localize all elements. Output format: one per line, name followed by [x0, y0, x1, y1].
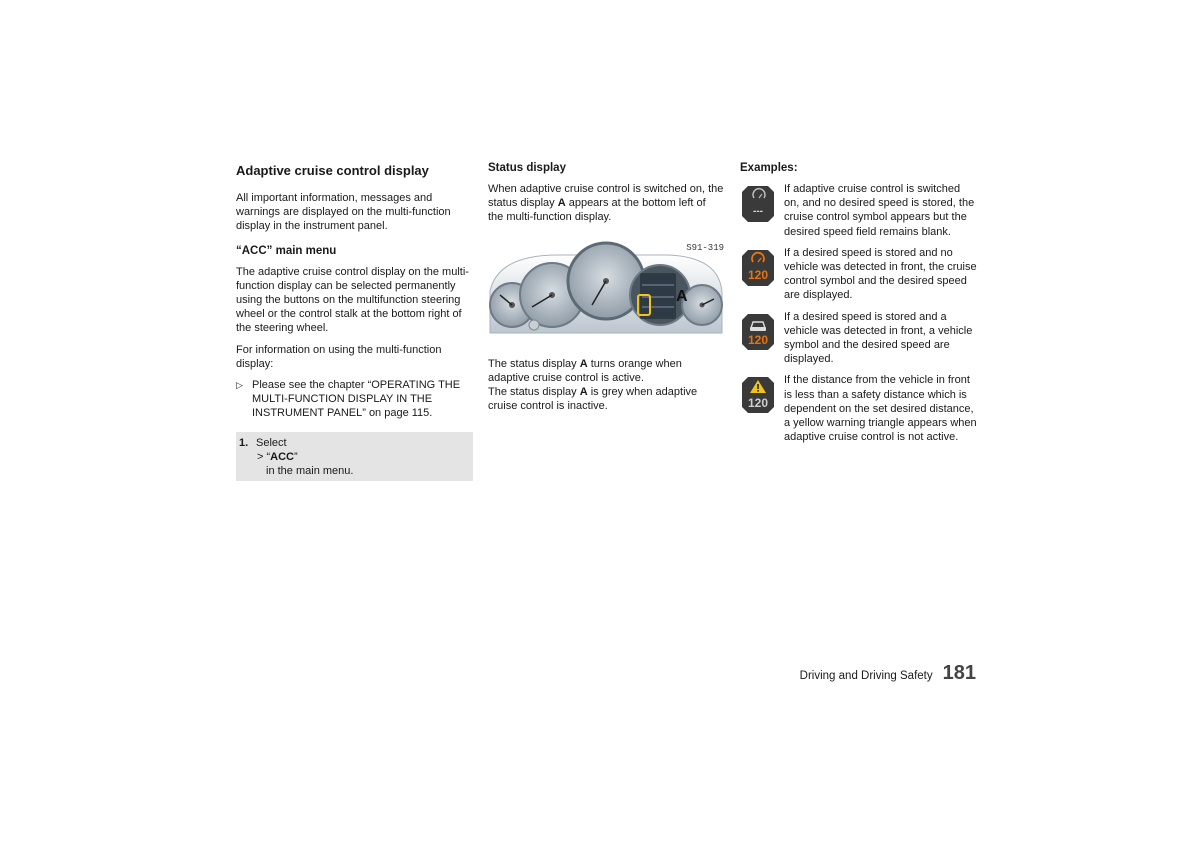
example-text: If a desired speed is stored and no vehicle was detected in front, the cruise control symbol and the desired speed are displayed. [784, 246, 977, 302]
page-number: 181 [942, 662, 976, 684]
intro-paragraph: All important information, messages and warnings are displayed on the multi-function display in the instrument panel. [236, 192, 451, 233]
page-footer [800, 662, 976, 685]
example-text: If the distance from the vehicle in front is less than a safety distance which is dependent on the set desired distance, a yellow warning triangle appears when adaptive cruise control is not active. [784, 374, 977, 444]
right-column [740, 160, 978, 451]
instrument-panel-figure [488, 241, 724, 341]
label-a: A [579, 386, 588, 399]
chapter-name: Driving and Driving Safety [799, 670, 933, 682]
cruise-symbol-speed-icon [740, 248, 776, 288]
step-menu-target [239, 450, 470, 464]
instrument-cluster-illustration [488, 241, 724, 341]
text-span: The status display [488, 386, 580, 399]
status-paragraph-3 [488, 385, 724, 413]
label-a: A [557, 197, 566, 210]
text-span: The status display [488, 357, 580, 370]
text-span: turns orange when adaptive cruise control is active. [488, 357, 682, 384]
bullet-text: Please see the chapter “OPERATING THE MULTI-FUNCTION DISPLAY IN THE INSTRUMENT PANEL” on page 115. [252, 379, 461, 420]
status-display-heading: Status display [488, 162, 566, 174]
text-span: appears at the bottom left of the multi-function display. [488, 197, 706, 224]
svg-text:120: 120 [747, 332, 769, 347]
step-action: Select [256, 436, 287, 449]
example-item [740, 310, 978, 367]
example-text: If a desired speed is stored and a vehicle was detected in front, a vehicle symbol and the desired speed are displayed. [784, 310, 973, 366]
text-span: When adaptive cruise control is switched on, the status display [488, 183, 724, 210]
figure-id: S91-319 [686, 242, 724, 253]
step-number: 1. [239, 436, 249, 449]
cruise-symbol-blank-speed-icon [740, 184, 776, 224]
example-item [740, 182, 978, 239]
step-suffix: ” [294, 450, 298, 463]
vehicle-symbol-speed-icon [740, 312, 776, 352]
status-paragraph-1 [488, 182, 724, 225]
text-span: is grey when adaptive cruise control is inactive. [488, 386, 698, 413]
example-item [740, 373, 978, 444]
left-column [236, 160, 474, 481]
section-title: Adaptive cruise control display [236, 163, 429, 178]
step-target-acc: ACC [270, 450, 294, 463]
step-tail: in the main menu. [266, 465, 354, 478]
acc-paragraph: The adaptive cruise control display on the multi-function display can be selected permanently using the buttons on the multifunction steering wheel or the control stalk at the bottom right of the steering wheel. [236, 265, 469, 335]
svg-text:120: 120 [747, 267, 769, 282]
acc-main-menu-heading: “ACC” main menu [236, 244, 337, 257]
figure-callout-a: A [676, 287, 688, 305]
example-item [740, 246, 978, 303]
middle-column [488, 160, 724, 420]
chapter-reference-bullet [236, 378, 474, 421]
status-paragraph-2 [488, 357, 724, 385]
svg-text:120: 120 [747, 396, 769, 411]
instruction-step-box [236, 432, 473, 482]
step-prefix: > “ [257, 450, 271, 463]
example-text: If adaptive cruise control is switched on, and no desired speed is stored, the cruise control symbol appears but the desired speed field remains blank. [784, 183, 975, 238]
bullet-triangle-icon: ▷ [236, 380, 243, 391]
warning-triangle-speed-icon [740, 375, 776, 415]
label-a: A [579, 357, 588, 370]
svg-text:---: --- [753, 206, 763, 217]
examples-heading: Examples: [740, 162, 798, 174]
info-paragraph: For information on using the multi-function display: [236, 343, 442, 370]
